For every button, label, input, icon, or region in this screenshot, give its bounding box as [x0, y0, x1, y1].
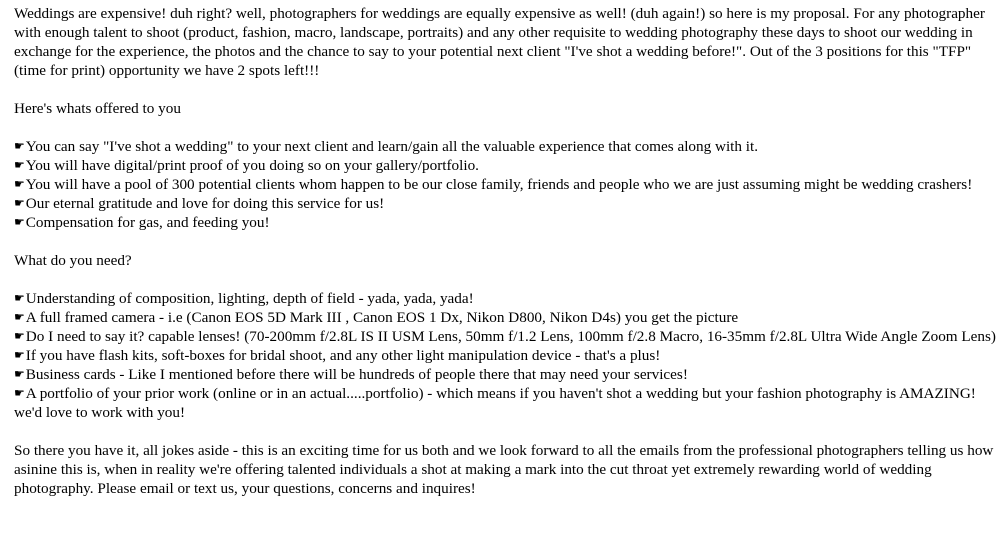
spacer: [14, 422, 1000, 441]
needs-item-text: Do I need to say it? capable lenses! (70-200mm f/2.8L IS II USM Lens, 50mm f/1.2 Lens, 100mm f/2.8 Macro, 16-35mm f/2.8L Ultra Wide Angle Zoom Lens): [25, 328, 996, 345]
offered-item-text: Compensation for gas, and feeding you!: [25, 214, 270, 231]
offered-item: [14, 137, 1000, 156]
needs-item: [14, 327, 1000, 346]
pointing-hand-icon: ☛: [14, 215, 25, 229]
needs-item-text: If you have flash kits, soft-boxes for bridal shoot, and any other light manipulation device - that's a plus!: [25, 347, 661, 364]
offered-item: [14, 213, 1000, 232]
offered-heading: Here's whats offered to you: [14, 100, 181, 117]
needs-heading: What do you need?: [14, 252, 132, 269]
offered-item-text: You will have a pool of 300 potential clients whom happen to be our close family, friends and people who we are just assuming might be wedding crashers!: [25, 176, 973, 193]
offered-item: [14, 175, 1000, 194]
offered-item-text: Our eternal gratitude and love for doing this service for us!: [25, 195, 385, 212]
pointing-hand-icon: ☛: [14, 196, 25, 210]
offered-item: [14, 156, 1000, 175]
needs-item: [14, 384, 1000, 422]
pointing-hand-icon: ☛: [14, 158, 25, 172]
pointing-hand-icon: ☛: [14, 367, 25, 381]
offered-item: [14, 194, 1000, 213]
needs-item: [14, 346, 1000, 365]
spacer: [14, 232, 1000, 251]
needs-item-text: Understanding of composition, lighting, depth of field - yada, yada, yada!: [25, 290, 474, 307]
offered-item-text: You will have digital/print proof of you doing so on your gallery/portfolio.: [25, 157, 479, 174]
needs-item-text: A full framed camera - i.e (Canon EOS 5D Mark III , Canon EOS 1 Dx, Nikon D800, Nikon D4s) you get the picture: [25, 309, 739, 326]
intro-paragraph: Weddings are expensive! duh right? well, photographers for weddings are equally expensive as well! (duh again!) so here is my proposal. For any photographer with enough talent to shoot (product, fashion, macro, landscape, portraits) and any other requisite to wedding photography these days to shoot our wedding in exchange for the experience, the photos and the chance to say to your potential next client "I've shot a wedding before!". Out of the 3 positions for this "TFP" (time for print) opportunity we have 2 spots left!!!: [14, 5, 985, 79]
pointing-hand-icon: ☛: [14, 310, 25, 324]
needs-item: [14, 308, 1000, 327]
needs-item-text: Business cards - Like I mentioned before there will be hundreds of people there that may need your services!: [25, 366, 688, 383]
pointing-hand-icon: ☛: [14, 291, 25, 305]
pointing-hand-icon: ☛: [14, 177, 25, 191]
needs-list: [14, 289, 1000, 422]
closing-paragraph: So there you have it, all jokes aside - this is an exciting time for us both and we look forward to all the emails from the professional photographers telling us how asinine this is, when in reality we're offering talented individuals a shot at making a mark into the cut throat yet extremely rewarding world of wedding photography. Please email or text us, your questions, concerns and inquires!: [14, 442, 994, 497]
pointing-hand-icon: ☛: [14, 386, 25, 400]
spacer: [14, 270, 1000, 289]
pointing-hand-icon: ☛: [14, 348, 25, 362]
needs-item: [14, 289, 1000, 308]
needs-item: [14, 365, 1000, 384]
offered-item-text: You can say "I've shot a wedding" to your next client and learn/gain all the valuable experience that comes along with it.: [25, 138, 759, 155]
spacer: [14, 118, 1000, 137]
offered-list: [14, 137, 1000, 232]
pointing-hand-icon: ☛: [14, 329, 25, 343]
needs-item-text: A portfolio of your prior work (online or in an actual.....portfolio) - which means if you haven't shot a wedding but your fashion photography is AMAZING! we'd love to work with you!: [14, 385, 976, 421]
pointing-hand-icon: ☛: [14, 139, 25, 153]
spacer: [14, 80, 1000, 99]
